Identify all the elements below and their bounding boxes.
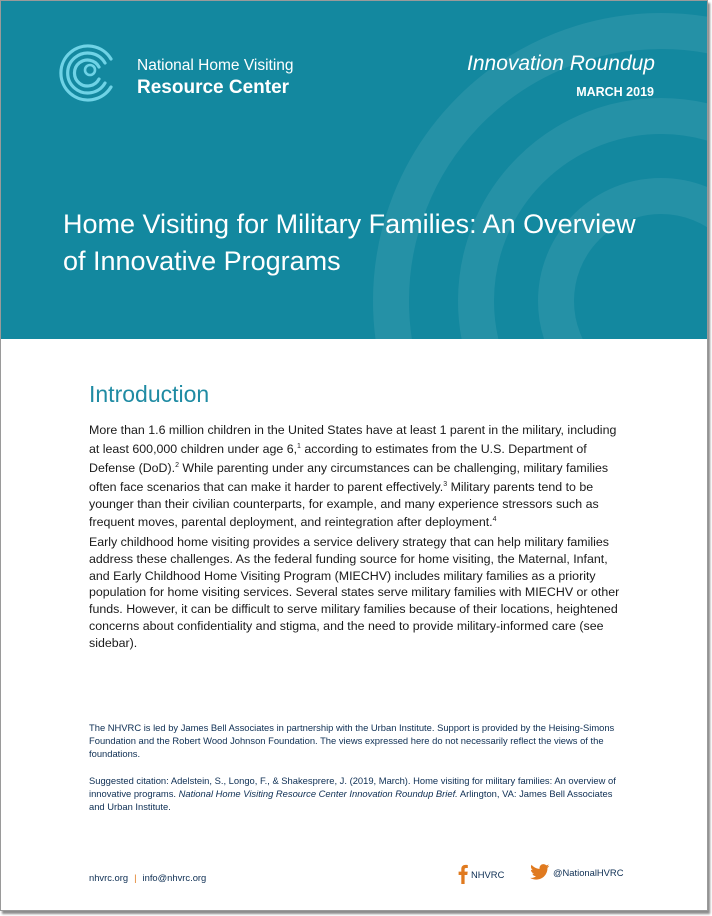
intro-paragraph-2: Early childhood home visiting provides a service delivery strategy that can help military families address these challenges. As the federal funding source for home visiting, the Maternal, Infant, and Early Childhood Home Visiting Program (MIECHV) includes military families as a priority population for home visiting services. Several states serve military families with MIECHV or other funds. However, it can be difficult to serve military families because of their locations, heightened concerns about confidentiality and stigma, and the need to provide military-informed care (see sidebar). bbox=[89, 535, 620, 650]
twitter-link[interactable] bbox=[530, 864, 623, 880]
footer-separator: | bbox=[134, 872, 137, 883]
publication-date: MARCH 2019 bbox=[576, 85, 654, 99]
title-line-1: Home Visiting for Military Families: An Overview bbox=[63, 209, 636, 239]
p1-text-b: according to estimates from the U.S. Department of Defense (DoD). bbox=[89, 441, 587, 475]
citation-text-c: Arlington, VA: James Bell Associates and Urban Institute. bbox=[89, 788, 613, 812]
footnote-ref-3: 3 bbox=[443, 480, 448, 488]
footnote-ref-1: 1 bbox=[297, 442, 301, 450]
email-link[interactable]: info@nhvrc.org bbox=[142, 872, 207, 883]
footer-contacts bbox=[89, 872, 206, 883]
citation-text-a: Suggested citation: Adelstein, S., Longo, F., & Shakesprere, J. (2019, March). Home visiting for military families: An overview of innovative programs. bbox=[89, 775, 616, 799]
p1-text-d: Military parents tend to be younger than their civilian counterparts, for example, and many experience stressors such as frequent moves, parental deployment, and reintegration after deployment. bbox=[89, 479, 599, 530]
credits-note: The NHVRC is led by James Bell Associates in partnership with the Urban Institute. Support is provided by the Heising-Simons Foundation and the Robert Wood Johnson Foundation. The views expressed here do not necessarily reflect the views of the foundations. bbox=[89, 722, 615, 759]
header-banner bbox=[1, 1, 707, 339]
p1-text-a: More than 1.6 million children in the United States have at least 1 parent in the military, including at least 600,000 children under age 6, bbox=[89, 423, 617, 456]
nhvrc-logo-icon bbox=[59, 43, 119, 103]
series-title: Innovation Roundup bbox=[467, 52, 655, 75]
citation-journal: National Home Visiting Resource Center Innovation Roundup Brief. bbox=[178, 788, 458, 799]
facebook-icon bbox=[458, 864, 468, 884]
facebook-link[interactable] bbox=[458, 864, 504, 884]
intro-paragraph-1 bbox=[89, 422, 629, 531]
footnote-ref-4: 4 bbox=[492, 516, 497, 524]
org-name-line2: Resource Center bbox=[137, 77, 290, 98]
website-link[interactable]: nhvrc.org bbox=[89, 872, 129, 883]
facebook-label: NHVRC bbox=[471, 868, 505, 880]
org-name-line1: National Home Visiting bbox=[137, 57, 294, 74]
p1-text-c: While parenting under any circumstances can be challenging, military families often face scenarios that can make it harder to parent effectively. bbox=[89, 460, 609, 494]
twitter-label: @NationalHVRC bbox=[553, 866, 624, 878]
suggested-citation bbox=[89, 774, 629, 813]
twitter-icon bbox=[530, 864, 550, 880]
footnote-ref-2: 2 bbox=[175, 461, 179, 469]
section-heading: Introduction bbox=[89, 381, 210, 407]
document-title bbox=[63, 206, 663, 280]
title-line-2: of Innovative Programs bbox=[63, 246, 341, 276]
